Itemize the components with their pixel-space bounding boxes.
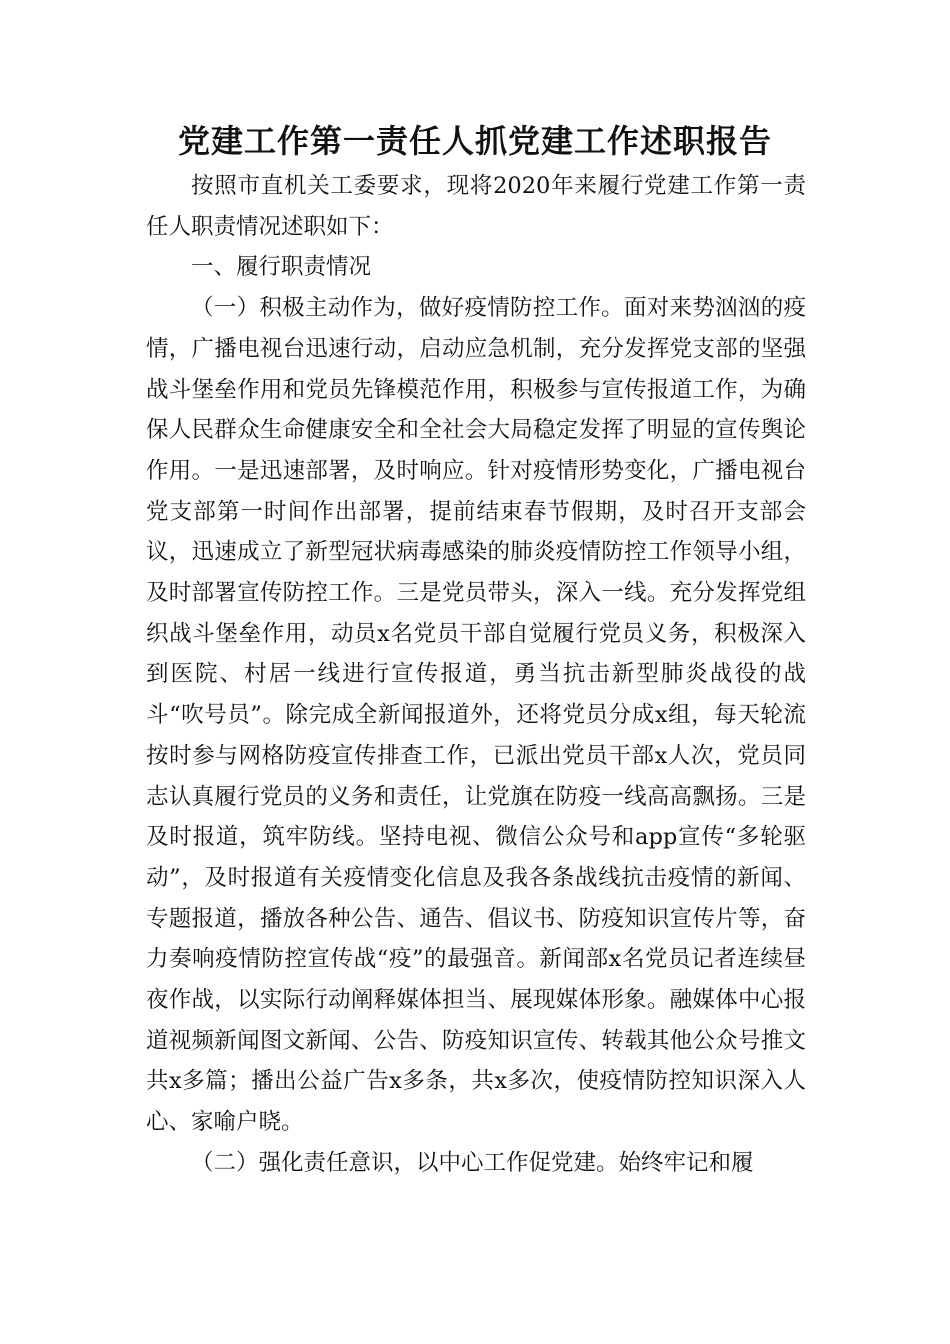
intro-paragraph: 按照市直机关工委要求，现将2020年来履行党建工作第一责任人职责情况述职如下： [146, 173, 806, 240]
section-heading: 一、履行职责情况 [191, 254, 372, 281]
body-paragraph: （二）强化责任意识，以中心工作促党建。始终牢记和履 [191, 1149, 754, 1176]
document-body [146, 166, 806, 1184]
document-title: 党建工作第一责任人抓党建工作述职报告 [177, 122, 772, 160]
body-paragraph: （一）积极主动作为，做好疫情防控工作。面对来势汹汹的疫情，广播电视台迅速行动，启动应急机制，充分发挥党支部的坚强战斗堡垒作用和党员先锋模范作用，积极参与宣传报道工作，为确保人民群众生命健康安全和全社会大局稳定发挥了明显的宣传舆论作用。一是迅速部署，及时响应。针对疫情形势变化，广播电视台党支部第一时间作出部署，提前结束春节假期，及时召开支部会议，迅速成立了新型冠状病毒感染的肺炎疫情防控工作领导小组，及时部署宣传防控工作。三是党员带头，深入一线。充分发挥党组织战斗堡垒作用，动员x名党员干部自觉履行党员义务，积极深入到医院、村居一线进行宣传报道，勇当抗击新型肺炎战役的战斗“吹号员”。除完成全新闻报道外，还将党员分成x组，每天轮流按时参与网格防疫宣传排查工作，已派出党员干部x人次，党员同志认真履行党员的义务和责任，让党旗在防疫一线高高飘扬。三是及时报道，筑牢防线。坚持电视、微信公众号和app宣传“多轮驱动”，及时报道有关疫情变化信息及我各条战线抗击疫情的新闻、专题报道，播放各种公告、通告、倡议书、防疫知识宣传片等，奋力奏响疫情防控宣传战“疫”的最强音。新闻部x名党员记者连续昼夜作战，以实际行动阐释媒体担当、展现媒体形象。融媒体中心报道视频新闻图文新闻、公告、防疫知识宣传、转载其他公众号推文共x多篇；播出公益广告x多条，共x多次，使疫情防控知识深入人心、家喻户晓。 [146, 295, 806, 1136]
